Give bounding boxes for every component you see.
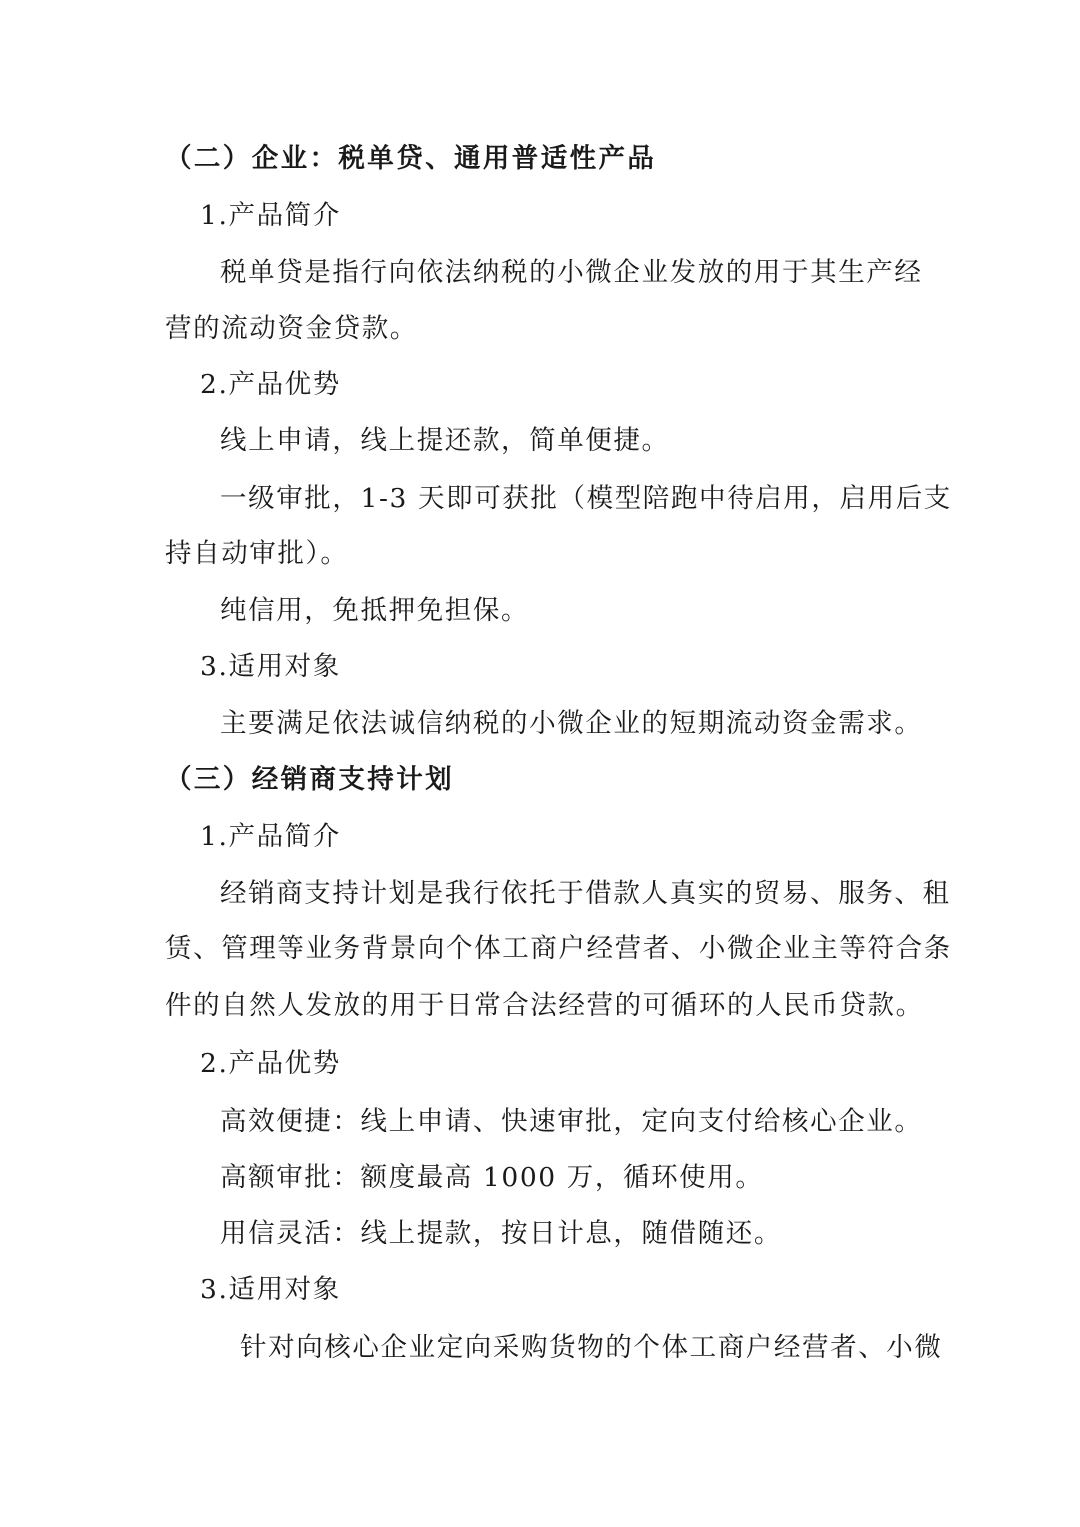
subheading-product-intro: 1.产品简介 <box>200 200 341 231</box>
paragraph-line: 经销商支持计划是我行依托于借款人真实的贸易、服务、租 <box>220 878 951 909</box>
subheading-product-intro: 1.产品简介 <box>200 821 341 852</box>
paragraph-line: 赁、管理等业务背景向个体工商户经营者、小微企业主等符合条 <box>165 933 952 964</box>
subheading-product-advantages: 2.产品优势 <box>200 369 341 400</box>
paragraph-line: 一级审批，1-3 天即可获批（模型陪跑中待启用，启用后支 <box>220 483 952 514</box>
paragraph-line: 件的自然人发放的用于日常合法经营的可循环的人民币贷款。 <box>165 990 924 1021</box>
paragraph-line: 线上申请，线上提还款，简单便捷。 <box>220 425 670 456</box>
subheading-target-audience: 3.适用对象 <box>200 1274 341 1305</box>
paragraph-line: 营的流动资金贷款。 <box>165 313 418 344</box>
section-heading-dealer-support: （三）经销商支持计划 <box>165 764 454 795</box>
paragraph-line: 持自动审批）。 <box>165 538 349 569</box>
paragraph-line: 用信灵活：线上提款，按日计息，随借随还。 <box>220 1218 782 1249</box>
paragraph-line: 主要满足依法诚信纳税的小微企业的短期流动资金需求。 <box>220 708 923 739</box>
paragraph-line: 高额审批：额度最高 1000 万，循环使用。 <box>220 1162 764 1193</box>
paragraph-line: 纯信用，免抵押免担保。 <box>220 595 530 626</box>
paragraph-line: 高效便捷：线上申请、快速审批，定向支付给核心企业。 <box>220 1106 923 1137</box>
paragraph-line: 税单贷是指行向依法纳税的小微企业发放的用于其生产经 <box>220 257 923 288</box>
section-heading-tax-loan: （二）企业：税单贷、通用普适性产品 <box>165 143 657 174</box>
subheading-target-audience: 3.适用对象 <box>200 651 341 682</box>
subheading-product-advantages: 2.产品优势 <box>200 1048 341 1079</box>
paragraph-line: 针对向核心企业定向采购货物的个体工商户经营者、小微 <box>240 1332 943 1363</box>
